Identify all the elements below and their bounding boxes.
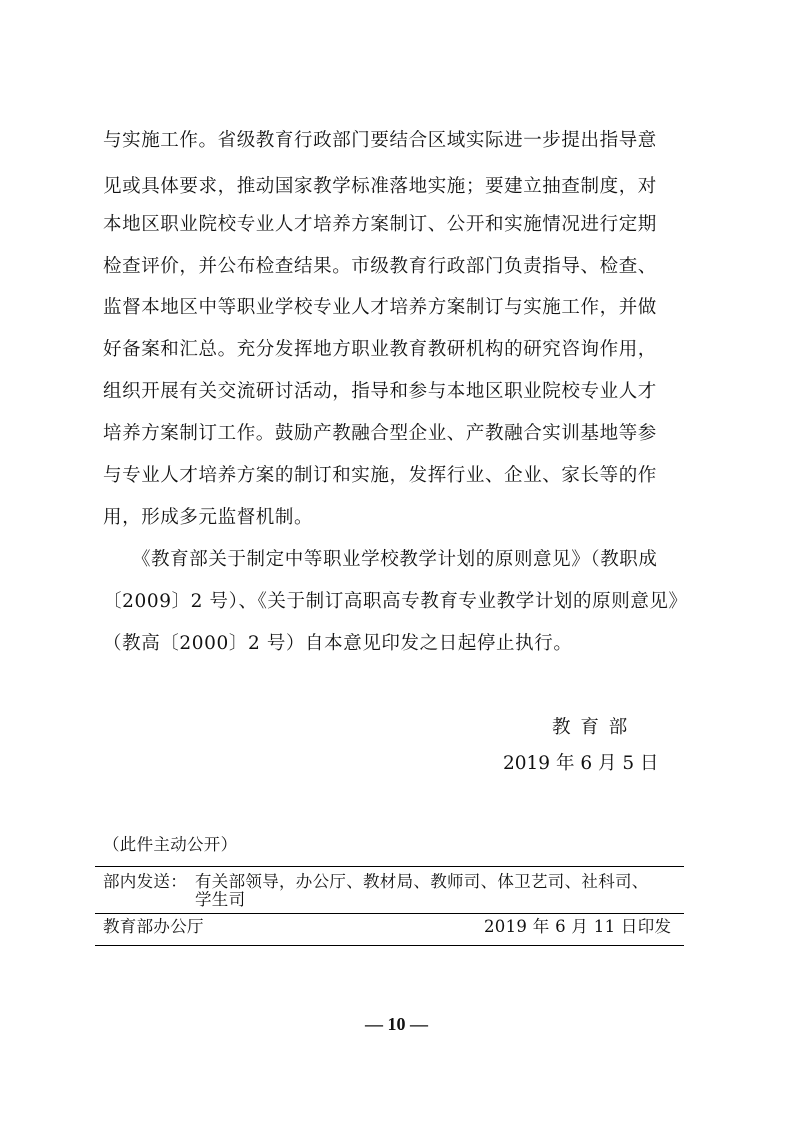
distribution-recipients: 有关部领导，办公厅、教材局、教师司、体卫艺司、社科司、 bbox=[195, 872, 649, 891]
body-line: 与专业人才培养方案的制订和实施，发挥行业、企业、家长等的作 bbox=[103, 465, 657, 486]
distribution-label: 部内发送： bbox=[103, 872, 187, 891]
body-line: 用，形成多元监督机制。 bbox=[103, 507, 314, 528]
disclosure-note: （此件主动公开） bbox=[103, 835, 238, 854]
top-rule bbox=[95, 866, 684, 867]
body-line: 培养方案制订工作。鼓励产教融合型企业、产教融合实训基地等参 bbox=[103, 423, 657, 444]
body-line: 《教育部关于制定中等职业学校教学计划的原则意见》（教职成 bbox=[103, 549, 658, 570]
body-line: 检查评价，并公布检查结果。市级教育行政部门负责指导、检查、 bbox=[103, 256, 657, 277]
body-line: 见或具体要求，推动国家教学标准落地实施；要建立抽查制度，对 bbox=[103, 176, 657, 197]
body-line: 本地区职业院校专业人才培养方案制订、公开和实施情况进行定期 bbox=[103, 214, 657, 235]
body-line: （教高〔2000〕2 号）自本意见印发之日起停止执行。 bbox=[103, 633, 573, 654]
body-line: 组织开展有关交流研讨活动，指导和参与本地区职业院校专业人才 bbox=[103, 381, 657, 402]
body-line: 与实施工作。省级教育行政部门要结合区域实际进一步提出指导意 bbox=[103, 130, 657, 151]
body-line: 好备案和汇总。充分发挥地方职业教育教研机构的研究咨询作用， bbox=[103, 339, 657, 360]
issuer: 教育部办公厅 bbox=[103, 917, 204, 936]
page-number: — 10 — bbox=[365, 1014, 428, 1034]
body-line: 监督本地区中等职业学校专业人才培养方案制订与实施工作，并做 bbox=[103, 297, 657, 318]
body-line: 〔2009〕2 号）、《关于制订高职高专教育专业教学计划的原则意见》 bbox=[103, 591, 688, 612]
bottom-rule bbox=[95, 945, 684, 946]
middle-rule bbox=[95, 913, 684, 914]
signature-date: 2019 年 6 月 5 日 bbox=[503, 753, 659, 774]
distribution-recipients-cont: 学生司 bbox=[195, 890, 246, 909]
signature-org: 教 育 部 bbox=[552, 717, 630, 738]
print-date: 2019 年 6 月 11 日印发 bbox=[484, 917, 672, 936]
